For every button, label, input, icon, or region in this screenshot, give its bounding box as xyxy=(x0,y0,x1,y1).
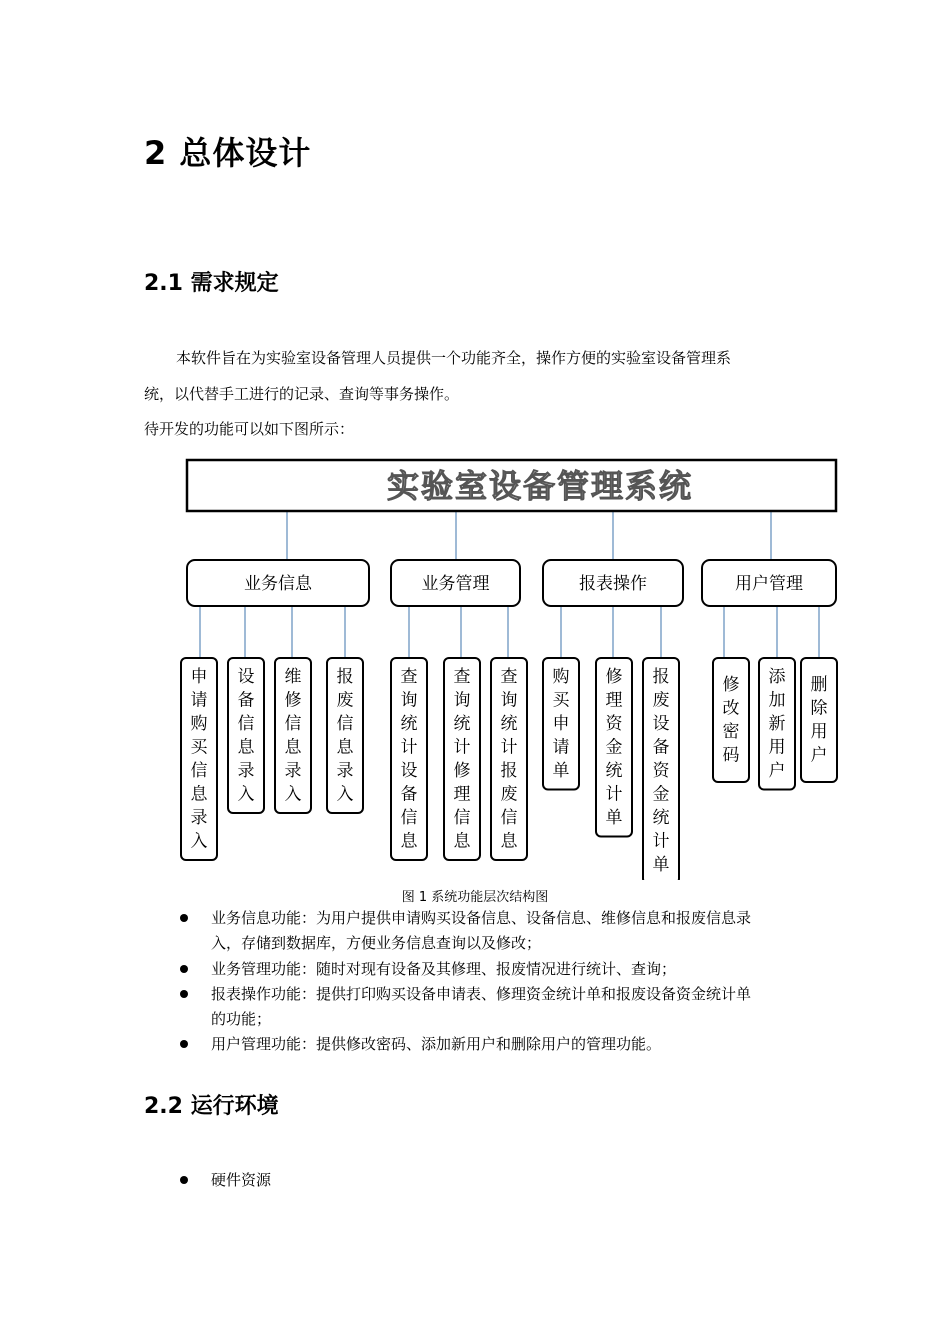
child-box xyxy=(444,658,480,860)
child-label: 修理资金统计单 xyxy=(605,667,623,828)
bullet-line: 业务信息功能：为用户提供申请购买设备信息、设备信息、维修信息和报废信息录 xyxy=(211,909,752,927)
child-label: 报废设备资金统计单 xyxy=(652,667,670,875)
child-label: 删除用户 xyxy=(810,675,828,766)
page-title: 2 总体设计 xyxy=(144,134,312,172)
bullet-line: 用户管理功能：提供修改密码、添加新用户和删除用户的管理功能。 xyxy=(211,1035,662,1053)
child-label: 查询统计设备信息 xyxy=(400,667,418,852)
bullet-icon xyxy=(180,1176,188,1184)
paragraph-line-1: 本软件旨在为实验室设备管理人员提供一个功能齐全，操作方便的实验室设备管理系 xyxy=(176,349,732,367)
child-box xyxy=(391,658,427,860)
group-label: 报表操作 xyxy=(579,574,647,594)
root-label: 实验室设备管理系统 xyxy=(386,467,694,505)
bullet-icon xyxy=(180,965,188,973)
bullet-icon xyxy=(180,914,188,922)
bullet-item xyxy=(211,982,811,1032)
bullet-item xyxy=(211,957,811,982)
child-label: 报废信息录入 xyxy=(336,667,354,805)
bullet-line: 业务管理功能：随时对现有设备及其修理、报废情况进行统计、查询； xyxy=(211,960,677,978)
bullet-item xyxy=(211,906,811,956)
child-label: 购买申请单 xyxy=(552,667,570,781)
hardware-bullet: 硬件资源 xyxy=(211,1171,272,1189)
child-label: 申请购买信息录入 xyxy=(190,667,208,852)
child-label: 维修信息录入 xyxy=(284,667,302,805)
section-heading-2-1: 2.1 需求规定 xyxy=(144,271,279,296)
group-label: 用户管理 xyxy=(735,574,803,594)
section-heading-2-2: 2.2 运行环境 xyxy=(144,1094,279,1119)
child-label: 设备信息录入 xyxy=(237,667,255,805)
child-label: 查询统计报废信息 xyxy=(500,667,518,852)
group-label: 业务信息 xyxy=(244,574,312,594)
bullet-line: 的功能； xyxy=(211,1010,272,1028)
child-box xyxy=(491,658,527,860)
diagram-intro: 待开发的功能可以如下图所示： xyxy=(144,420,355,438)
bullet-icon xyxy=(180,990,188,998)
bullet-line: 入，存储到数据库，方便业务信息查询以及修改； xyxy=(211,934,542,952)
child-label: 查询统计修理信息 xyxy=(453,667,471,852)
paragraph-line-2: 统，以代替手工进行的记录、查询等事务操作。 xyxy=(144,385,460,403)
bullet-item xyxy=(211,1032,811,1057)
diagram-caption: 图 1 系统功能层次结构图 xyxy=(401,890,549,905)
child-box xyxy=(181,658,217,860)
child-label: 修改密码 xyxy=(722,675,740,766)
group-label: 业务管理 xyxy=(421,574,490,594)
bullet-icon xyxy=(180,1040,188,1048)
child-label: 添加新用户 xyxy=(768,667,786,781)
bullet-line: 报表操作功能：提供打印购买设备申请表、修理资金统计单和报废设备资金统计单 xyxy=(211,985,752,1003)
